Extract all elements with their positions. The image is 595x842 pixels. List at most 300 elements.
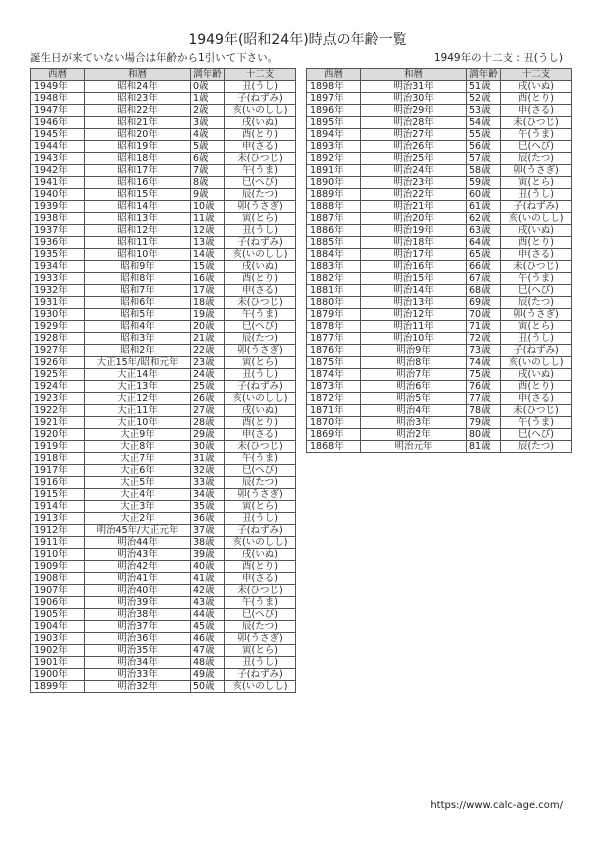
cell-age: 66歳 [467, 261, 501, 273]
cell-age: 35歳 [191, 501, 225, 513]
cell-age: 63歳 [467, 225, 501, 237]
cell-wareki: 明治44年 [85, 537, 191, 549]
cell-eto: 卯(うさぎ) [225, 201, 296, 213]
cell-seireki: 1917年 [31, 465, 85, 477]
cell-age: 8歳 [191, 177, 225, 189]
cell-seireki: 1874年 [307, 369, 361, 381]
cell-seireki: 1946年 [31, 117, 85, 129]
cell-age: 26歳 [191, 393, 225, 405]
cell-wareki: 昭和16年 [85, 177, 191, 189]
cell-eto: 戌(いぬ) [501, 81, 572, 93]
cell-seireki: 1909年 [31, 561, 85, 573]
cell-eto: 巳(へび) [225, 177, 296, 189]
cell-wareki: 大正9年 [85, 429, 191, 441]
cell-age: 33歳 [191, 477, 225, 489]
table-row [31, 261, 296, 273]
cell-eto: 戌(いぬ) [225, 405, 296, 417]
cell-seireki: 1933年 [31, 273, 85, 285]
cell-eto: 卯(うさぎ) [225, 489, 296, 501]
cell-seireki: 1897年 [307, 93, 361, 105]
cell-age: 37歳 [191, 525, 225, 537]
cell-seireki: 1892年 [307, 153, 361, 165]
cell-age: 54歳 [467, 117, 501, 129]
cell-wareki: 明治33年 [85, 669, 191, 681]
cell-seireki: 1880年 [307, 297, 361, 309]
cell-eto: 寅(とら) [225, 213, 296, 225]
cell-age: 16歳 [191, 273, 225, 285]
table-row [31, 633, 296, 645]
cell-age: 34歳 [191, 489, 225, 501]
cell-age: 7歳 [191, 165, 225, 177]
table-row [307, 417, 572, 429]
table-row [307, 189, 572, 201]
header-seireki: 西暦 [307, 69, 361, 81]
cell-seireki: 1941年 [31, 177, 85, 189]
cell-eto: 子(ねずみ) [225, 669, 296, 681]
cell-eto: 丑(うし) [225, 225, 296, 237]
cell-wareki: 明治34年 [85, 657, 191, 669]
cell-seireki: 1916年 [31, 477, 85, 489]
table-row [307, 297, 572, 309]
cell-age: 47歳 [191, 645, 225, 657]
cell-eto: 酉(とり) [225, 561, 296, 573]
cell-wareki: 明治元年 [361, 441, 467, 453]
cell-seireki: 1899年 [31, 681, 85, 693]
cell-seireki: 1871年 [307, 405, 361, 417]
cell-wareki: 明治16年 [361, 261, 467, 273]
table-row [31, 225, 296, 237]
cell-age: 23歳 [191, 357, 225, 369]
cell-wareki: 明治2年 [361, 429, 467, 441]
table-row [31, 513, 296, 525]
cell-seireki: 1921年 [31, 417, 85, 429]
header-wareki: 和暦 [361, 69, 467, 81]
cell-wareki: 明治5年 [361, 393, 467, 405]
table-row [31, 393, 296, 405]
table-row [31, 609, 296, 621]
table-row [307, 333, 572, 345]
cell-age: 13歳 [191, 237, 225, 249]
cell-eto: 辰(たつ) [225, 189, 296, 201]
cell-wareki: 昭和3年 [85, 333, 191, 345]
cell-age: 46歳 [191, 633, 225, 645]
table-row [307, 393, 572, 405]
table-row [31, 297, 296, 309]
cell-wareki: 明治10年 [361, 333, 467, 345]
cell-seireki: 1947年 [31, 105, 85, 117]
cell-eto: 子(ねずみ) [225, 93, 296, 105]
cell-seireki: 1888年 [307, 201, 361, 213]
cell-seireki: 1868年 [307, 441, 361, 453]
cell-seireki: 1940年 [31, 189, 85, 201]
cell-age: 5歳 [191, 141, 225, 153]
cell-age: 60歳 [467, 189, 501, 201]
cell-wareki: 大正15年/昭和元年 [85, 357, 191, 369]
cell-eto: 申(さる) [225, 429, 296, 441]
cell-age: 40歳 [191, 561, 225, 573]
cell-seireki: 1904年 [31, 621, 85, 633]
cell-wareki: 昭和5年 [85, 309, 191, 321]
site-url: https://www.calc-age.com/ [430, 800, 563, 811]
cell-age: 27歳 [191, 405, 225, 417]
cell-seireki: 1886年 [307, 225, 361, 237]
cell-eto: 午(うま) [225, 453, 296, 465]
cell-seireki: 1870年 [307, 417, 361, 429]
cell-wareki: 明治43年 [85, 549, 191, 561]
cell-seireki: 1901年 [31, 657, 85, 669]
cell-age: 57歳 [467, 153, 501, 165]
header-age: 満年齢 [467, 69, 501, 81]
cell-seireki: 1903年 [31, 633, 85, 645]
cell-wareki: 明治12年 [361, 309, 467, 321]
table-row [31, 681, 296, 693]
table-row [31, 165, 296, 177]
cell-wareki: 昭和18年 [85, 153, 191, 165]
table-row [31, 597, 296, 609]
cell-wareki: 昭和21年 [85, 117, 191, 129]
header-age: 満年齢 [191, 69, 225, 81]
cell-wareki: 昭和4年 [85, 321, 191, 333]
cell-wareki: 大正11年 [85, 405, 191, 417]
cell-seireki: 1913年 [31, 513, 85, 525]
table-row [31, 141, 296, 153]
cell-eto: 戌(いぬ) [225, 117, 296, 129]
cell-seireki: 1935年 [31, 249, 85, 261]
table-row [31, 477, 296, 489]
table-row [307, 153, 572, 165]
table-row [307, 285, 572, 297]
cell-age: 30歳 [191, 441, 225, 453]
table-row [307, 129, 572, 141]
cell-seireki: 1919年 [31, 441, 85, 453]
table-row [31, 357, 296, 369]
cell-age: 20歳 [191, 321, 225, 333]
table-row [31, 525, 296, 537]
cell-seireki: 1905年 [31, 609, 85, 621]
cell-eto: 酉(とり) [501, 93, 572, 105]
cell-eto: 巳(へび) [501, 285, 572, 297]
cell-seireki: 1889年 [307, 189, 361, 201]
cell-age: 76歳 [467, 381, 501, 393]
table-row [307, 177, 572, 189]
cell-seireki: 1930年 [31, 309, 85, 321]
cell-eto: 未(ひつじ) [225, 585, 296, 597]
cell-eto: 申(さる) [225, 573, 296, 585]
cell-seireki: 1928年 [31, 333, 85, 345]
table-row [31, 309, 296, 321]
cell-seireki: 1878年 [307, 321, 361, 333]
cell-wareki: 明治13年 [361, 297, 467, 309]
table-row [31, 501, 296, 513]
cell-eto: 戌(いぬ) [501, 225, 572, 237]
cell-age: 55歳 [467, 129, 501, 141]
cell-eto: 丑(うし) [225, 369, 296, 381]
table-row [307, 117, 572, 129]
cell-wareki: 明治38年 [85, 609, 191, 621]
cell-wareki: 明治17年 [361, 249, 467, 261]
cell-wareki: 明治35年 [85, 645, 191, 657]
cell-wareki: 大正4年 [85, 489, 191, 501]
cell-age: 36歳 [191, 513, 225, 525]
cell-eto: 子(ねずみ) [501, 201, 572, 213]
cell-eto: 寅(とら) [225, 645, 296, 657]
cell-eto: 子(ねずみ) [225, 237, 296, 249]
cell-age: 61歳 [467, 201, 501, 213]
table-row [31, 657, 296, 669]
table-row [31, 621, 296, 633]
cell-wareki: 明治31年 [361, 81, 467, 93]
cell-age: 31歳 [191, 453, 225, 465]
cell-eto: 午(うま) [501, 417, 572, 429]
table-row [31, 669, 296, 681]
cell-seireki: 1887年 [307, 213, 361, 225]
cell-wareki: 大正10年 [85, 417, 191, 429]
cell-eto: 申(さる) [225, 285, 296, 297]
table-row [307, 165, 572, 177]
cell-eto: 亥(いのしし) [501, 213, 572, 225]
table-row [31, 561, 296, 573]
cell-age: 4歳 [191, 129, 225, 141]
table-row [307, 321, 572, 333]
cell-wareki: 昭和11年 [85, 237, 191, 249]
cell-eto: 酉(とり) [225, 417, 296, 429]
cell-age: 73歳 [467, 345, 501, 357]
cell-eto: 辰(たつ) [501, 297, 572, 309]
cell-wareki: 大正2年 [85, 513, 191, 525]
cell-age: 42歳 [191, 585, 225, 597]
cell-wareki: 明治39年 [85, 597, 191, 609]
cell-eto: 卯(うさぎ) [225, 345, 296, 357]
table-row [307, 381, 572, 393]
cell-wareki: 明治28年 [361, 117, 467, 129]
cell-eto: 午(うま) [225, 309, 296, 321]
cell-eto: 酉(とり) [225, 273, 296, 285]
table-row [31, 213, 296, 225]
cell-seireki: 1882年 [307, 273, 361, 285]
table-row [307, 441, 572, 453]
cell-age: 19歳 [191, 309, 225, 321]
table-row [307, 225, 572, 237]
cell-eto: 丑(うし) [225, 657, 296, 669]
cell-age: 44歳 [191, 609, 225, 621]
table-row [31, 405, 296, 417]
age-table-right [306, 68, 572, 453]
cell-eto: 辰(たつ) [225, 477, 296, 489]
cell-seireki: 1884年 [307, 249, 361, 261]
cell-age: 48歳 [191, 657, 225, 669]
cell-age: 21歳 [191, 333, 225, 345]
cell-eto: 午(うま) [225, 165, 296, 177]
cell-wareki: 昭和8年 [85, 273, 191, 285]
table-row [31, 489, 296, 501]
cell-eto: 寅(とら) [501, 177, 572, 189]
cell-wareki: 大正13年 [85, 381, 191, 393]
table-row [31, 429, 296, 441]
cell-wareki: 明治36年 [85, 633, 191, 645]
cell-age: 59歳 [467, 177, 501, 189]
cell-eto: 亥(いのしし) [501, 357, 572, 369]
cell-seireki: 1927年 [31, 345, 85, 357]
cell-seireki: 1890年 [307, 177, 361, 189]
table-row [307, 429, 572, 441]
cell-wareki: 明治29年 [361, 105, 467, 117]
cell-age: 75歳 [467, 369, 501, 381]
cell-wareki: 明治19年 [361, 225, 467, 237]
cell-age: 24歳 [191, 369, 225, 381]
cell-eto: 卯(うさぎ) [501, 309, 572, 321]
cell-age: 2歳 [191, 105, 225, 117]
table-row [31, 105, 296, 117]
cell-age: 77歳 [467, 393, 501, 405]
table-row [31, 333, 296, 345]
cell-eto: 亥(いのしし) [225, 681, 296, 693]
cell-wareki: 明治7年 [361, 369, 467, 381]
table-row [307, 249, 572, 261]
cell-seireki: 1915年 [31, 489, 85, 501]
cell-age: 17歳 [191, 285, 225, 297]
cell-wareki: 明治15年 [361, 273, 467, 285]
cell-age: 39歳 [191, 549, 225, 561]
cell-age: 65歳 [467, 249, 501, 261]
table-row [31, 537, 296, 549]
cell-wareki: 大正5年 [85, 477, 191, 489]
cell-age: 67歳 [467, 273, 501, 285]
cell-age: 6歳 [191, 153, 225, 165]
header-eto: 十二支 [225, 69, 296, 81]
table-row [31, 369, 296, 381]
cell-seireki: 1943年 [31, 153, 85, 165]
cell-wareki: 昭和12年 [85, 225, 191, 237]
cell-wareki: 昭和20年 [85, 129, 191, 141]
cell-age: 62歳 [467, 213, 501, 225]
table-row [31, 573, 296, 585]
cell-age: 38歳 [191, 537, 225, 549]
table-row [307, 93, 572, 105]
cell-seireki: 1923年 [31, 393, 85, 405]
cell-seireki: 1875年 [307, 357, 361, 369]
cell-eto: 寅(とら) [501, 321, 572, 333]
cell-age: 51歳 [467, 81, 501, 93]
cell-wareki: 大正8年 [85, 441, 191, 453]
cell-seireki: 1931年 [31, 297, 85, 309]
cell-seireki: 1929年 [31, 321, 85, 333]
cell-eto: 子(ねずみ) [225, 525, 296, 537]
table-row [307, 405, 572, 417]
cell-age: 80歳 [467, 429, 501, 441]
cell-eto: 巳(へび) [501, 429, 572, 441]
cell-seireki: 1895年 [307, 117, 361, 129]
zodiac-label: 1949年の十二支 : 丑(うし) [433, 52, 563, 64]
cell-wareki: 明治25年 [361, 153, 467, 165]
cell-eto: 丑(うし) [501, 189, 572, 201]
cell-wareki: 昭和6年 [85, 297, 191, 309]
cell-age: 64歳 [467, 237, 501, 249]
cell-age: 41歳 [191, 573, 225, 585]
cell-seireki: 1902年 [31, 645, 85, 657]
cell-eto: 亥(いのしし) [225, 537, 296, 549]
cell-wareki: 明治21年 [361, 201, 467, 213]
cell-age: 12歳 [191, 225, 225, 237]
cell-seireki: 1912年 [31, 525, 85, 537]
cell-wareki: 明治8年 [361, 357, 467, 369]
cell-eto: 寅(とら) [225, 357, 296, 369]
cell-eto: 午(うま) [501, 273, 572, 285]
cell-eto: 亥(いのしし) [225, 393, 296, 405]
cell-seireki: 1937年 [31, 225, 85, 237]
table-row [307, 201, 572, 213]
birthday-note: 誕生日が来ていない場合は年齢から1引いて下さい。 [30, 52, 279, 64]
cell-eto: 卯(うさぎ) [225, 633, 296, 645]
cell-seireki: 1893年 [307, 141, 361, 153]
cell-eto: 寅(とら) [225, 501, 296, 513]
cell-seireki: 1911年 [31, 537, 85, 549]
table-row [31, 81, 296, 93]
table-row [31, 585, 296, 597]
cell-seireki: 1948年 [31, 93, 85, 105]
cell-seireki: 1898年 [307, 81, 361, 93]
cell-wareki: 明治6年 [361, 381, 467, 393]
table-row [307, 357, 572, 369]
cell-seireki: 1869年 [307, 429, 361, 441]
cell-wareki: 明治23年 [361, 177, 467, 189]
cell-age: 78歳 [467, 405, 501, 417]
table-row [31, 645, 296, 657]
page-title: 1949年(昭和24年)時点の年齢一覧 [188, 32, 407, 48]
cell-seireki: 1926年 [31, 357, 85, 369]
cell-seireki: 1932年 [31, 285, 85, 297]
cell-age: 74歳 [467, 357, 501, 369]
cell-seireki: 1881年 [307, 285, 361, 297]
cell-eto: 巳(へび) [225, 321, 296, 333]
cell-age: 45歳 [191, 621, 225, 633]
cell-eto: 辰(たつ) [225, 621, 296, 633]
cell-seireki: 1873年 [307, 381, 361, 393]
cell-eto: 亥(いのしし) [225, 105, 296, 117]
table-header-row [31, 69, 296, 81]
cell-wareki: 昭和15年 [85, 189, 191, 201]
cell-age: 0歳 [191, 81, 225, 93]
cell-seireki: 1885年 [307, 237, 361, 249]
table-row [31, 249, 296, 261]
cell-eto: 未(ひつじ) [501, 261, 572, 273]
table-row [31, 189, 296, 201]
cell-seireki: 1883年 [307, 261, 361, 273]
cell-seireki: 1925年 [31, 369, 85, 381]
cell-seireki: 1922年 [31, 405, 85, 417]
table-row [31, 177, 296, 189]
cell-eto: 巳(へび) [225, 609, 296, 621]
table-row [31, 201, 296, 213]
cell-eto: 申(さる) [501, 249, 572, 261]
cell-wareki: 明治20年 [361, 213, 467, 225]
cell-seireki: 1934年 [31, 261, 85, 273]
cell-eto: 辰(たつ) [501, 153, 572, 165]
cell-seireki: 1920年 [31, 429, 85, 441]
cell-seireki: 1918年 [31, 453, 85, 465]
cell-age: 53歳 [467, 105, 501, 117]
cell-wareki: 大正3年 [85, 501, 191, 513]
cell-eto: 子(ねずみ) [501, 345, 572, 357]
table-header-row [307, 69, 572, 81]
cell-wareki: 昭和22年 [85, 105, 191, 117]
cell-seireki: 1877年 [307, 333, 361, 345]
header-seireki: 西暦 [31, 69, 85, 81]
table-row [307, 105, 572, 117]
cell-wareki: 昭和14年 [85, 201, 191, 213]
cell-wareki: 明治42年 [85, 561, 191, 573]
cell-age: 72歳 [467, 333, 501, 345]
header-eto: 十二支 [501, 69, 572, 81]
